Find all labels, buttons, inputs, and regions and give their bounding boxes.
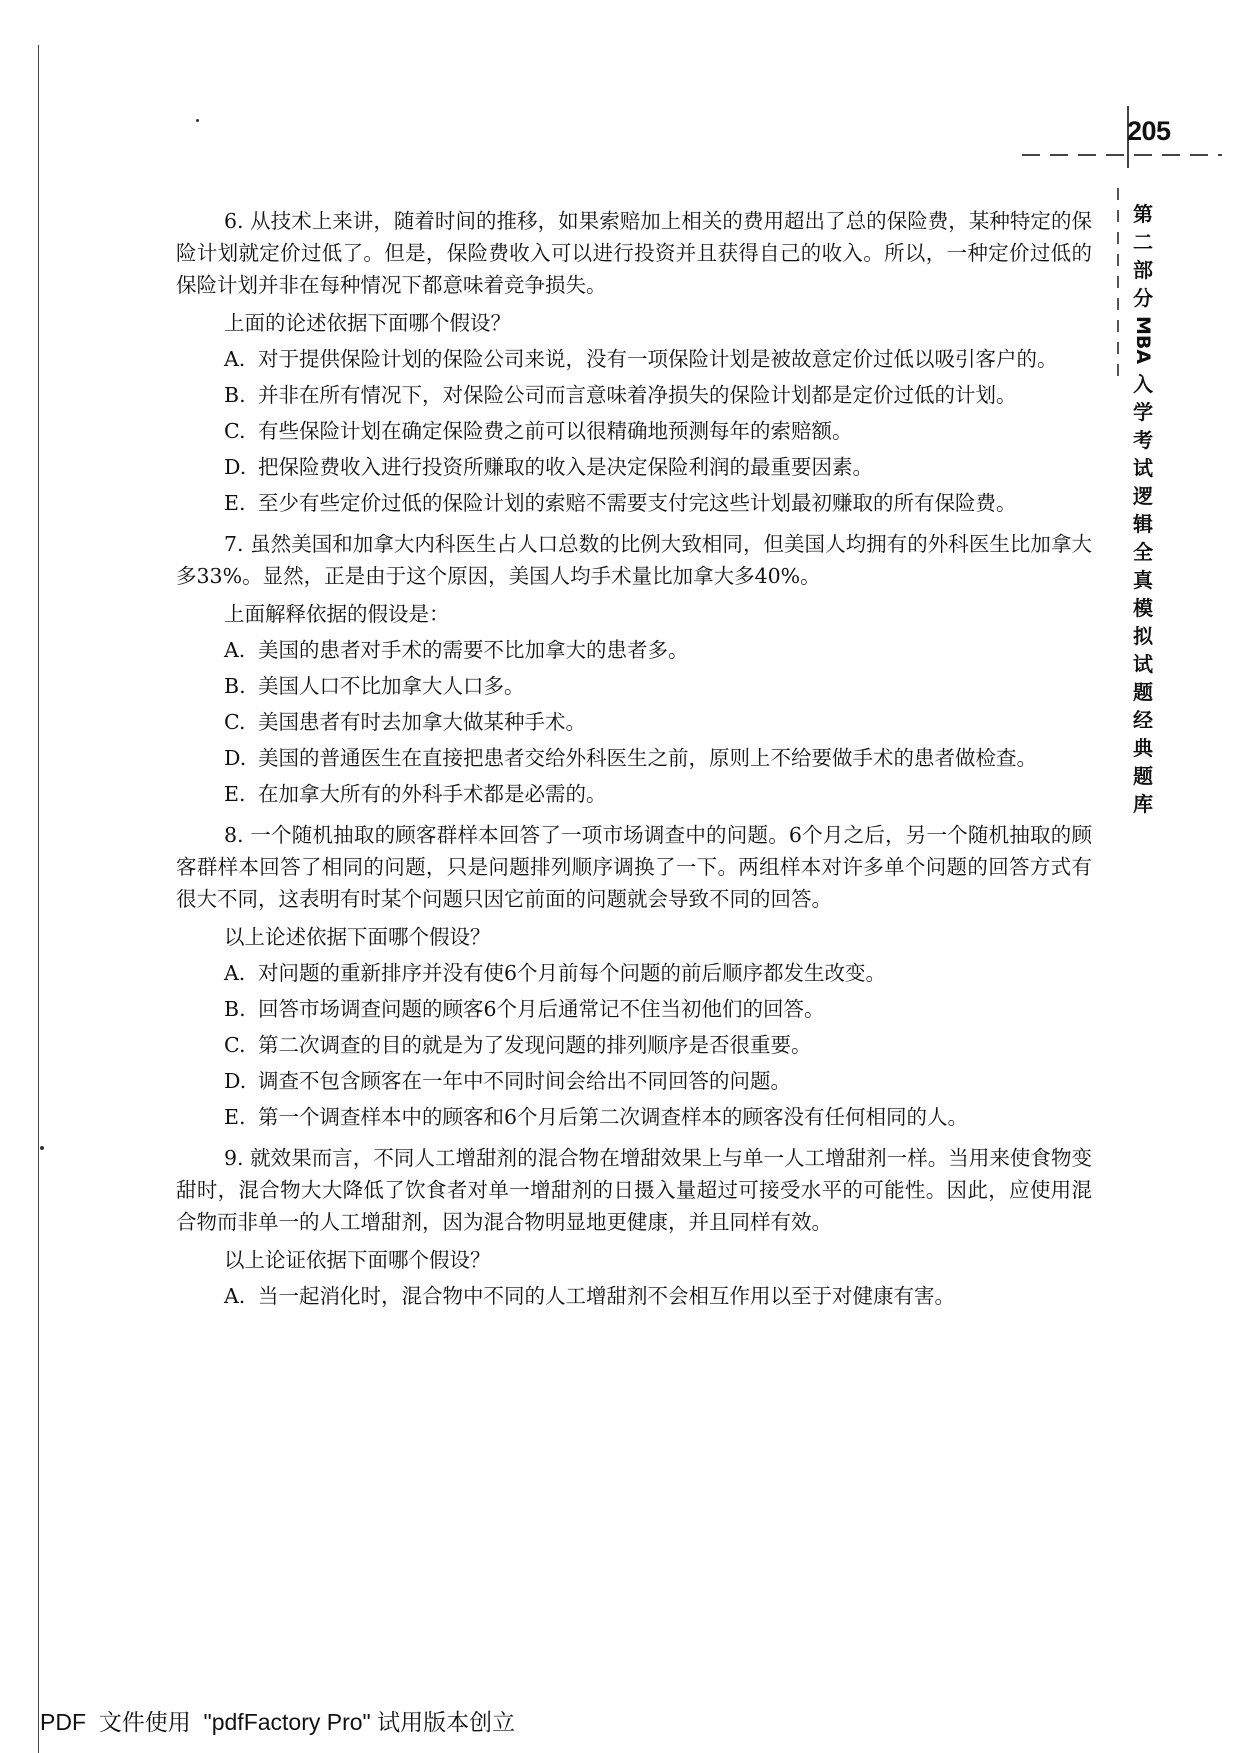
scan-edge-line <box>38 45 39 1753</box>
question-stem <box>176 528 1092 592</box>
running-title-char: 拟 <box>1133 624 1153 649</box>
option-text: 美国人口不比加拿大人口多。 <box>258 674 525 698</box>
option-letter: B. <box>224 383 246 407</box>
running-title-char: 入 <box>1133 372 1153 397</box>
answer-option <box>176 1280 1092 1312</box>
pdf-footer: PDF 文件使用 "pdfFactory Pro" 试用版本创立 <box>40 1709 516 1735</box>
question-text: 一个随机抽取的顾客群样本回答了一项市场调查中的问题。6个月之后，另一个随机抽取的顾客群样本回答了相同的问题，只是问题排列顺序调换了一下。两组样本对许多单个问题的回答方式有很大不同，这表明有时某个问题只因它前面的问题就会导致不同的回答。 <box>176 823 1092 911</box>
option-letter: D. <box>224 746 247 770</box>
header-rule <box>1022 154 1222 156</box>
option-letter: B. <box>224 674 246 698</box>
running-title-char: 部 <box>1133 258 1153 282</box>
question-text: 就效果而言，不同人工增甜剂的混合物在增甜效果上与单一人工增甜剂一样。当用来使食物变甜时，混合物大大降低了饮食者对单一增甜剂的日摄入量超过可接受水平的可能性。因此，应使用混合物而非单一的人工增甜剂，因为混合物明显地更健康，并且同样有效。 <box>176 1146 1092 1234</box>
running-title-char: 全 <box>1133 540 1153 565</box>
option-text: 有些保险计划在确定保险费之前可以很精确地预测每年的索赔额。 <box>258 419 853 443</box>
option-text: 第二次调查的目的就是为了发现问题的排列顺序是否很重要。 <box>258 1033 812 1057</box>
answer-option <box>176 706 1092 738</box>
running-title-char: 辑 <box>1133 512 1153 537</box>
answer-option <box>176 343 1092 375</box>
option-text: 对于提供保险计划的保险公司来说，没有一项保险计划是被故意定价过低以吸引客户的。 <box>258 347 1058 371</box>
running-title-char: 模 <box>1133 596 1153 621</box>
question-block <box>176 819 1092 1133</box>
running-title-char: 试 <box>1133 652 1153 677</box>
option-letter: C. <box>224 1033 246 1057</box>
option-letter: E. <box>224 1105 246 1129</box>
answer-option <box>176 1065 1092 1097</box>
answer-option <box>176 379 1092 411</box>
question-number: 8. <box>224 823 244 847</box>
option-letter: D. <box>224 455 247 479</box>
option-letter: A. <box>224 347 246 371</box>
option-letter: B. <box>224 997 246 1021</box>
running-title-char: 典 <box>1133 736 1153 761</box>
answer-option <box>176 487 1092 519</box>
option-text: 美国的普通医生在直接把患者交给外科医生之前，原则上不给要做手术的患者做检查。 <box>258 746 1037 770</box>
question-list <box>176 205 1092 1321</box>
answer-option <box>176 742 1092 774</box>
option-text: 把保险费收入进行投资所赚取的收入是决定保险利润的最重要因素。 <box>258 455 873 479</box>
option-text: 在加拿大所有的外科手术都是必需的。 <box>258 782 607 806</box>
running-title-char: 考 <box>1133 428 1153 453</box>
question-stem <box>176 819 1092 915</box>
question-number: 7. <box>224 532 244 556</box>
question-number: 9. <box>224 1146 244 1170</box>
answer-option <box>176 670 1092 702</box>
question-block <box>176 205 1092 519</box>
answer-option <box>176 415 1092 447</box>
running-title-char: 经 <box>1133 708 1153 733</box>
running-title <box>1124 200 1162 818</box>
option-text: 对问题的重新排序并没有使6个月前每个问题的前后顺序都发生改变。 <box>258 961 887 985</box>
answer-option <box>176 451 1092 483</box>
running-title-char: 试 <box>1133 456 1153 481</box>
page-number: 205 <box>1127 116 1171 146</box>
option-text: 调查不包含顾客在一年中不同时间会给出不同回答的问题。 <box>258 1069 791 1093</box>
option-letter: E. <box>224 491 246 515</box>
option-text: 第一个调查样本中的顾客和6个月后第二次调查样本的顾客没有任何相同的人。 <box>258 1105 969 1129</box>
option-text: 当一起消化时，混合物中不同的人工增甜剂不会相互作用以至于对健康有害。 <box>258 1284 955 1308</box>
running-title-char: 二 <box>1133 230 1153 254</box>
question-prompt: 上面解释依据的假设是： <box>224 602 450 626</box>
question-prompt: 上面的论述依据下面哪个假设？ <box>224 311 511 335</box>
question-text: 虽然美国和加拿大内科医生占人口总数的比例大致相同，但美国人均拥有的外科医生比加拿大多33%。显然，正是由于这个原因，美国人均手术量比加拿大多40%。 <box>176 532 1092 588</box>
option-letter: A. <box>224 1284 246 1308</box>
running-title-char: 库 <box>1133 792 1153 817</box>
scan-speck <box>196 119 199 122</box>
question-number: 6. <box>224 209 244 233</box>
answer-option <box>176 778 1092 810</box>
answer-option <box>176 634 1092 666</box>
question-text: 从技术上来讲，随着时间的推移，如果索赔加上相关的费用超出了总的保险费，某种特定的保险计划就定价过低了。但是，保险费收入可以进行投资并且获得自己的收入。所以，一种定价过低的保险计划并非在每种情况下都意味着竞争损失。 <box>176 209 1092 297</box>
question-stem <box>176 1142 1092 1238</box>
question-stem <box>176 205 1092 301</box>
running-title-char: 学 <box>1133 400 1153 425</box>
option-letter: A. <box>224 961 246 985</box>
question-prompt: 以上论述依据下面哪个假设？ <box>224 925 491 949</box>
answer-option <box>176 1101 1092 1133</box>
option-text: 美国患者有时去加拿大做某种手术。 <box>258 710 586 734</box>
option-text: 美国的患者对手术的需要不比加拿大的患者多。 <box>258 638 689 662</box>
answer-option <box>176 1029 1092 1061</box>
running-title-char: 题 <box>1133 680 1153 705</box>
running-title-char: 第 <box>1133 202 1153 226</box>
running-title-latin: MBA <box>1132 316 1154 365</box>
option-text: 并非在所有情况下，对保险公司而言意味着净损失的保险计划都是定价过低的计划。 <box>258 383 1017 407</box>
answer-option <box>176 957 1092 989</box>
option-letter: A. <box>224 638 246 662</box>
option-text: 至少有些定价过低的保险计划的索赔不需要支付完这些计划最初赚取的所有保险费。 <box>258 491 1017 515</box>
running-title-char: 分 <box>1133 286 1153 310</box>
option-letter: D. <box>224 1069 247 1093</box>
scan-speck <box>40 1146 44 1150</box>
option-text: 回答市场调查问题的顾客6个月后通常记不住当初他们的回答。 <box>258 997 825 1021</box>
running-title-rule <box>1117 188 1119 380</box>
question-block <box>176 528 1092 810</box>
option-letter: C. <box>224 419 246 443</box>
question-prompt: 以上论证依据下面哪个假设？ <box>224 1248 491 1272</box>
running-title-char: 真 <box>1133 568 1153 593</box>
option-letter: C. <box>224 710 246 734</box>
running-title-char: 逻 <box>1133 484 1153 509</box>
running-title-char: 题 <box>1133 764 1153 789</box>
option-letter: E. <box>224 782 246 806</box>
answer-option <box>176 993 1092 1025</box>
question-block <box>176 1142 1092 1312</box>
